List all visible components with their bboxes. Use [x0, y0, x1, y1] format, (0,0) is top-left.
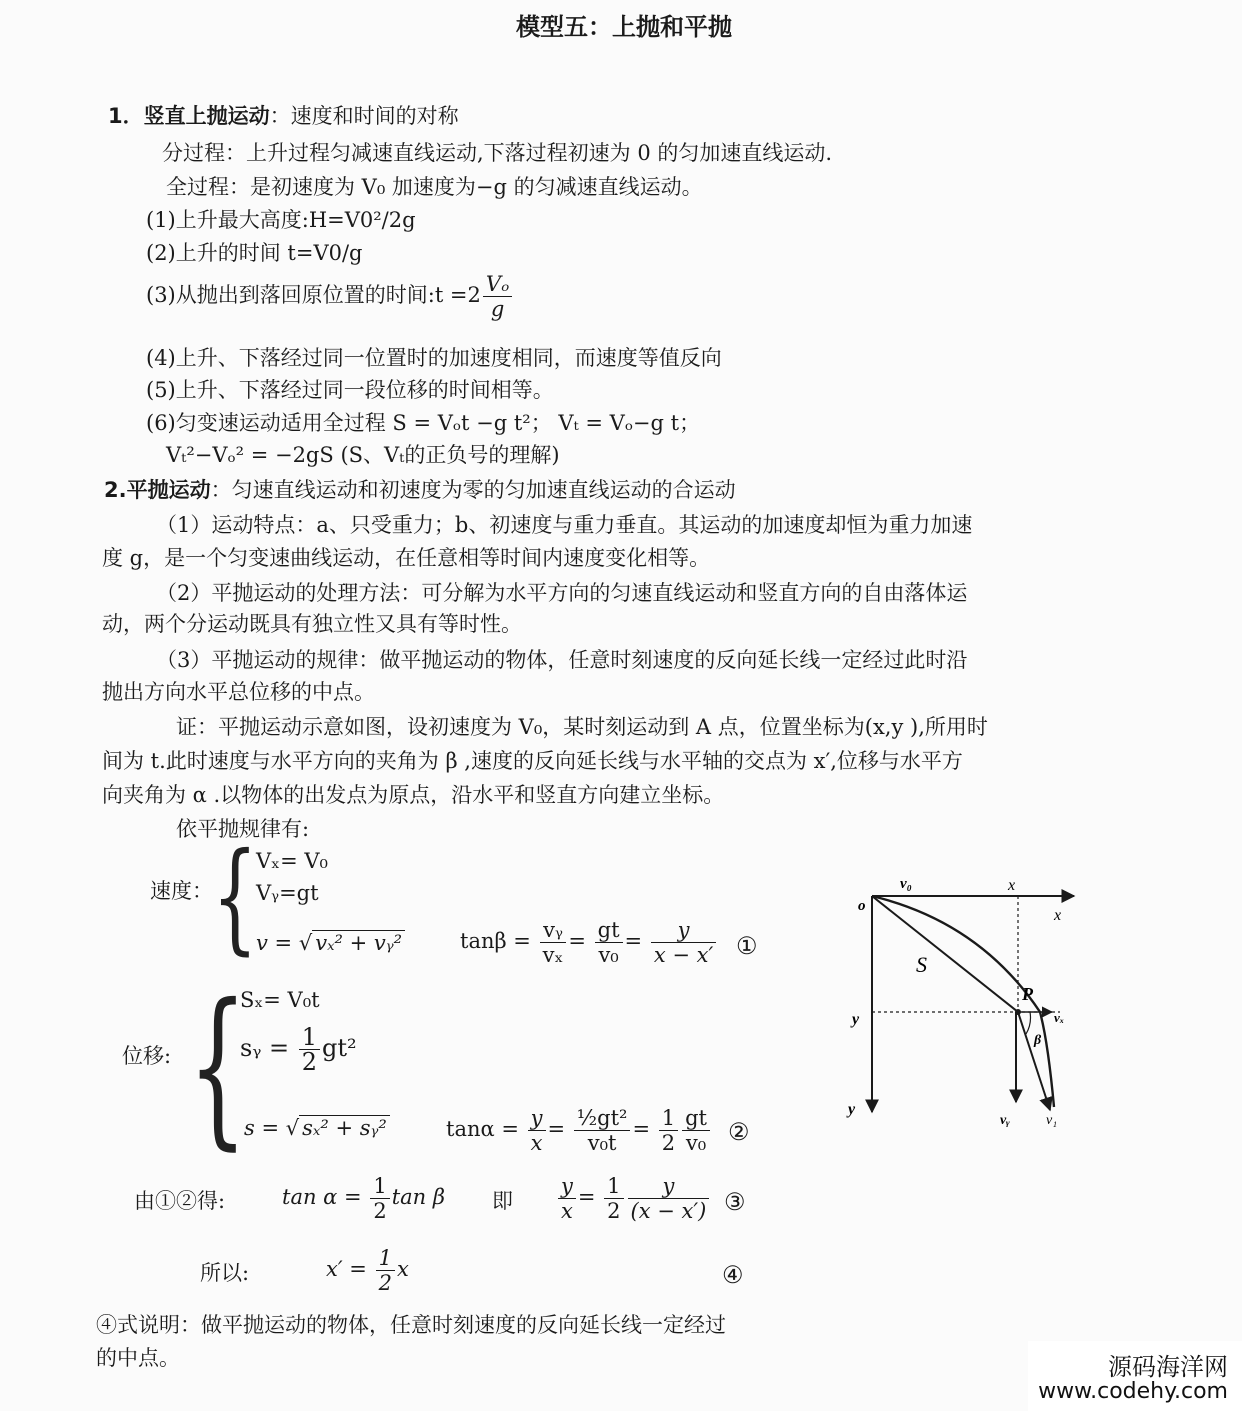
eq-sy: sᵧ = $\frac{1}{2}$ gt²: [240, 1023, 357, 1076]
from-label: 由①②得:: [134, 1189, 226, 1213]
s2-p4a: 证：平抛运动示意如图，设初速度为 V₀，某时刻运动到 A 点，位置坐标为(x,y ),所用时: [176, 715, 988, 739]
page-title: 模型五：上抛和平抛: [516, 13, 732, 41]
s1-line-8: (6)匀变速运动适用全过程 S = Vₒt −g t²； Vₜ = Vₒ−g t；: [146, 411, 701, 435]
eq-result: tan α = $\frac{1}{2}$ tan β: [282, 1174, 445, 1223]
eq-vy: Vᵧ=gt: [256, 881, 319, 905]
label-v1: v₁: [1046, 1113, 1058, 1128]
projectile-diagram: [830, 862, 1090, 1132]
section2-heading: 2.平抛运动：匀速直线运动和初速度为零的匀加速直线运动的合运动: [104, 478, 736, 502]
s2-p1b: 度 g，是一个匀变速曲线运动，在任意相等时间内速度变化相等。: [102, 546, 711, 570]
label-p: P: [1022, 984, 1033, 1004]
eq-sx: Sₓ= V₀t: [240, 988, 320, 1012]
eq-vx: Vₓ= V₀: [256, 849, 328, 873]
s1-line-9: Vₜ²−Vₒ² = −2gS (S、Vₜ的正负号的理解): [166, 443, 560, 467]
speed-label: 速度：: [150, 879, 213, 903]
eq-tan-beta: tanβ = $\frac{\text{vᵧ}}{\text{vₓ}}$ = $\frac{gt}{\text{v₀}}$ = $\frac{y}{x - x'}$: [460, 918, 718, 967]
s1-line-5: (3)从抛出到落回原位置的时间:t =2 $\frac{\text{Vₒ}}{g}$: [146, 272, 514, 321]
eq-s: s = √ sₓ² + sᵧ²: [244, 1115, 390, 1141]
s1-line-7: (5)上升、下落经过同一段位移的时间相等。: [146, 378, 554, 402]
label-x-axis: x: [1054, 907, 1062, 924]
conclusion-line-2: 的中点。: [96, 1346, 180, 1370]
s2-p2b: 动，两个分运动既具有独立性又具有等时性。: [102, 612, 522, 636]
label-beta: β: [1034, 1033, 1042, 1048]
so-label: 所以:: [200, 1261, 250, 1285]
eq-xprime: x′ = $\frac{1}{2}$ x: [326, 1246, 409, 1295]
label-x-top: x: [1008, 877, 1016, 894]
s1-line-1: 分过程：上升过程匀减速直线运动,下落过程初速为 0 的匀加速直线运动.: [162, 141, 833, 165]
label-v0: v₀: [900, 876, 912, 892]
label-o: o: [858, 898, 866, 914]
displacement-line: [872, 896, 1018, 1012]
label-vx: vₓ: [1054, 1010, 1065, 1025]
eq-result-2: $\frac{y}{x}$ = $\frac{1}{2}$ $\frac{y}{(x - x')}$: [556, 1174, 711, 1223]
v1-arrow: [1018, 1012, 1050, 1110]
eq-number-1: ①: [736, 932, 758, 960]
s2-p4b: 间为 t.此时速度与水平方向的夹角为 β ,速度的反向延长线与水平轴的交点为 x′,位移与水平方: [102, 749, 963, 773]
conclusion-line-1: ④式说明：做平抛运动的物体，任意时刻速度的反向延长线一定经过: [96, 1313, 726, 1337]
s2-p1a: （1）运动特点：a、只受重力；b、初速度与重力垂直。其运动的加速度却恒为重力加速: [156, 513, 973, 537]
label-vy: vᵧ: [1000, 1113, 1010, 1128]
s1-line-6: (4)上升、下落经过同一位置时的加速度相同，而速度等值反向: [146, 346, 722, 370]
eq-v: v = √ vₓ² + vᵧ²: [256, 930, 405, 956]
point-p: [1015, 1009, 1021, 1015]
s1-line-2: 全过程：是初速度为 V₀ 加速度为−g 的匀减速直线运动。: [166, 175, 703, 199]
watermark-url: www.codehy.com: [1038, 1379, 1228, 1404]
s2-p5: 依平抛规律有:: [176, 817, 310, 841]
s2-p2a: （2）平抛运动的处理方法：可分解为水平方向的匀速直线运动和竖直方向的自由落体运: [156, 581, 968, 605]
section1-heading: 1．竖直上抛运动：速度和时间的对称: [108, 104, 459, 128]
s1-line-3: (1)上升最大高度:H=V0²/2g: [146, 208, 416, 232]
displacement-brace: {: [188, 968, 248, 1166]
eq-number-2: ②: [728, 1118, 750, 1146]
s2-p3a: （3）平抛运动的规律：做平抛运动的物体，任意时刻速度的反向延长线一定经过此时沿: [156, 648, 968, 672]
beta-arc: [1026, 1012, 1031, 1034]
s2-p3b: 抛出方向水平总位移的中点。: [102, 680, 375, 704]
eq-number-3: ③: [724, 1188, 746, 1216]
watermark-name: 源码海洋网: [1108, 1353, 1228, 1381]
eq-number-4: ④: [722, 1261, 744, 1289]
ji-label: 即: [492, 1189, 513, 1213]
eq-tan-alpha: tanα = $\frac{y}{x}$ = $\frac{\text{½gt²}}{\text{v₀t}}$ = $\frac{1}{2}$ $\frac{gt}{\text{v₀}}$: [446, 1106, 712, 1155]
s1-line-4: (2)上升的时间 t=V0/g: [146, 241, 363, 265]
label-s: S: [916, 952, 927, 977]
displacement-label: 位移:: [122, 1044, 172, 1068]
label-y-mid: y: [852, 1011, 860, 1028]
watermark: [1028, 1341, 1242, 1411]
velocity-brace: {: [212, 828, 258, 967]
s2-p4c: 向夹角为 α .以物体的出发点为原点，沿水平和竖直方向建立坐标。: [102, 783, 725, 807]
label-y-axis: y: [848, 1101, 856, 1118]
